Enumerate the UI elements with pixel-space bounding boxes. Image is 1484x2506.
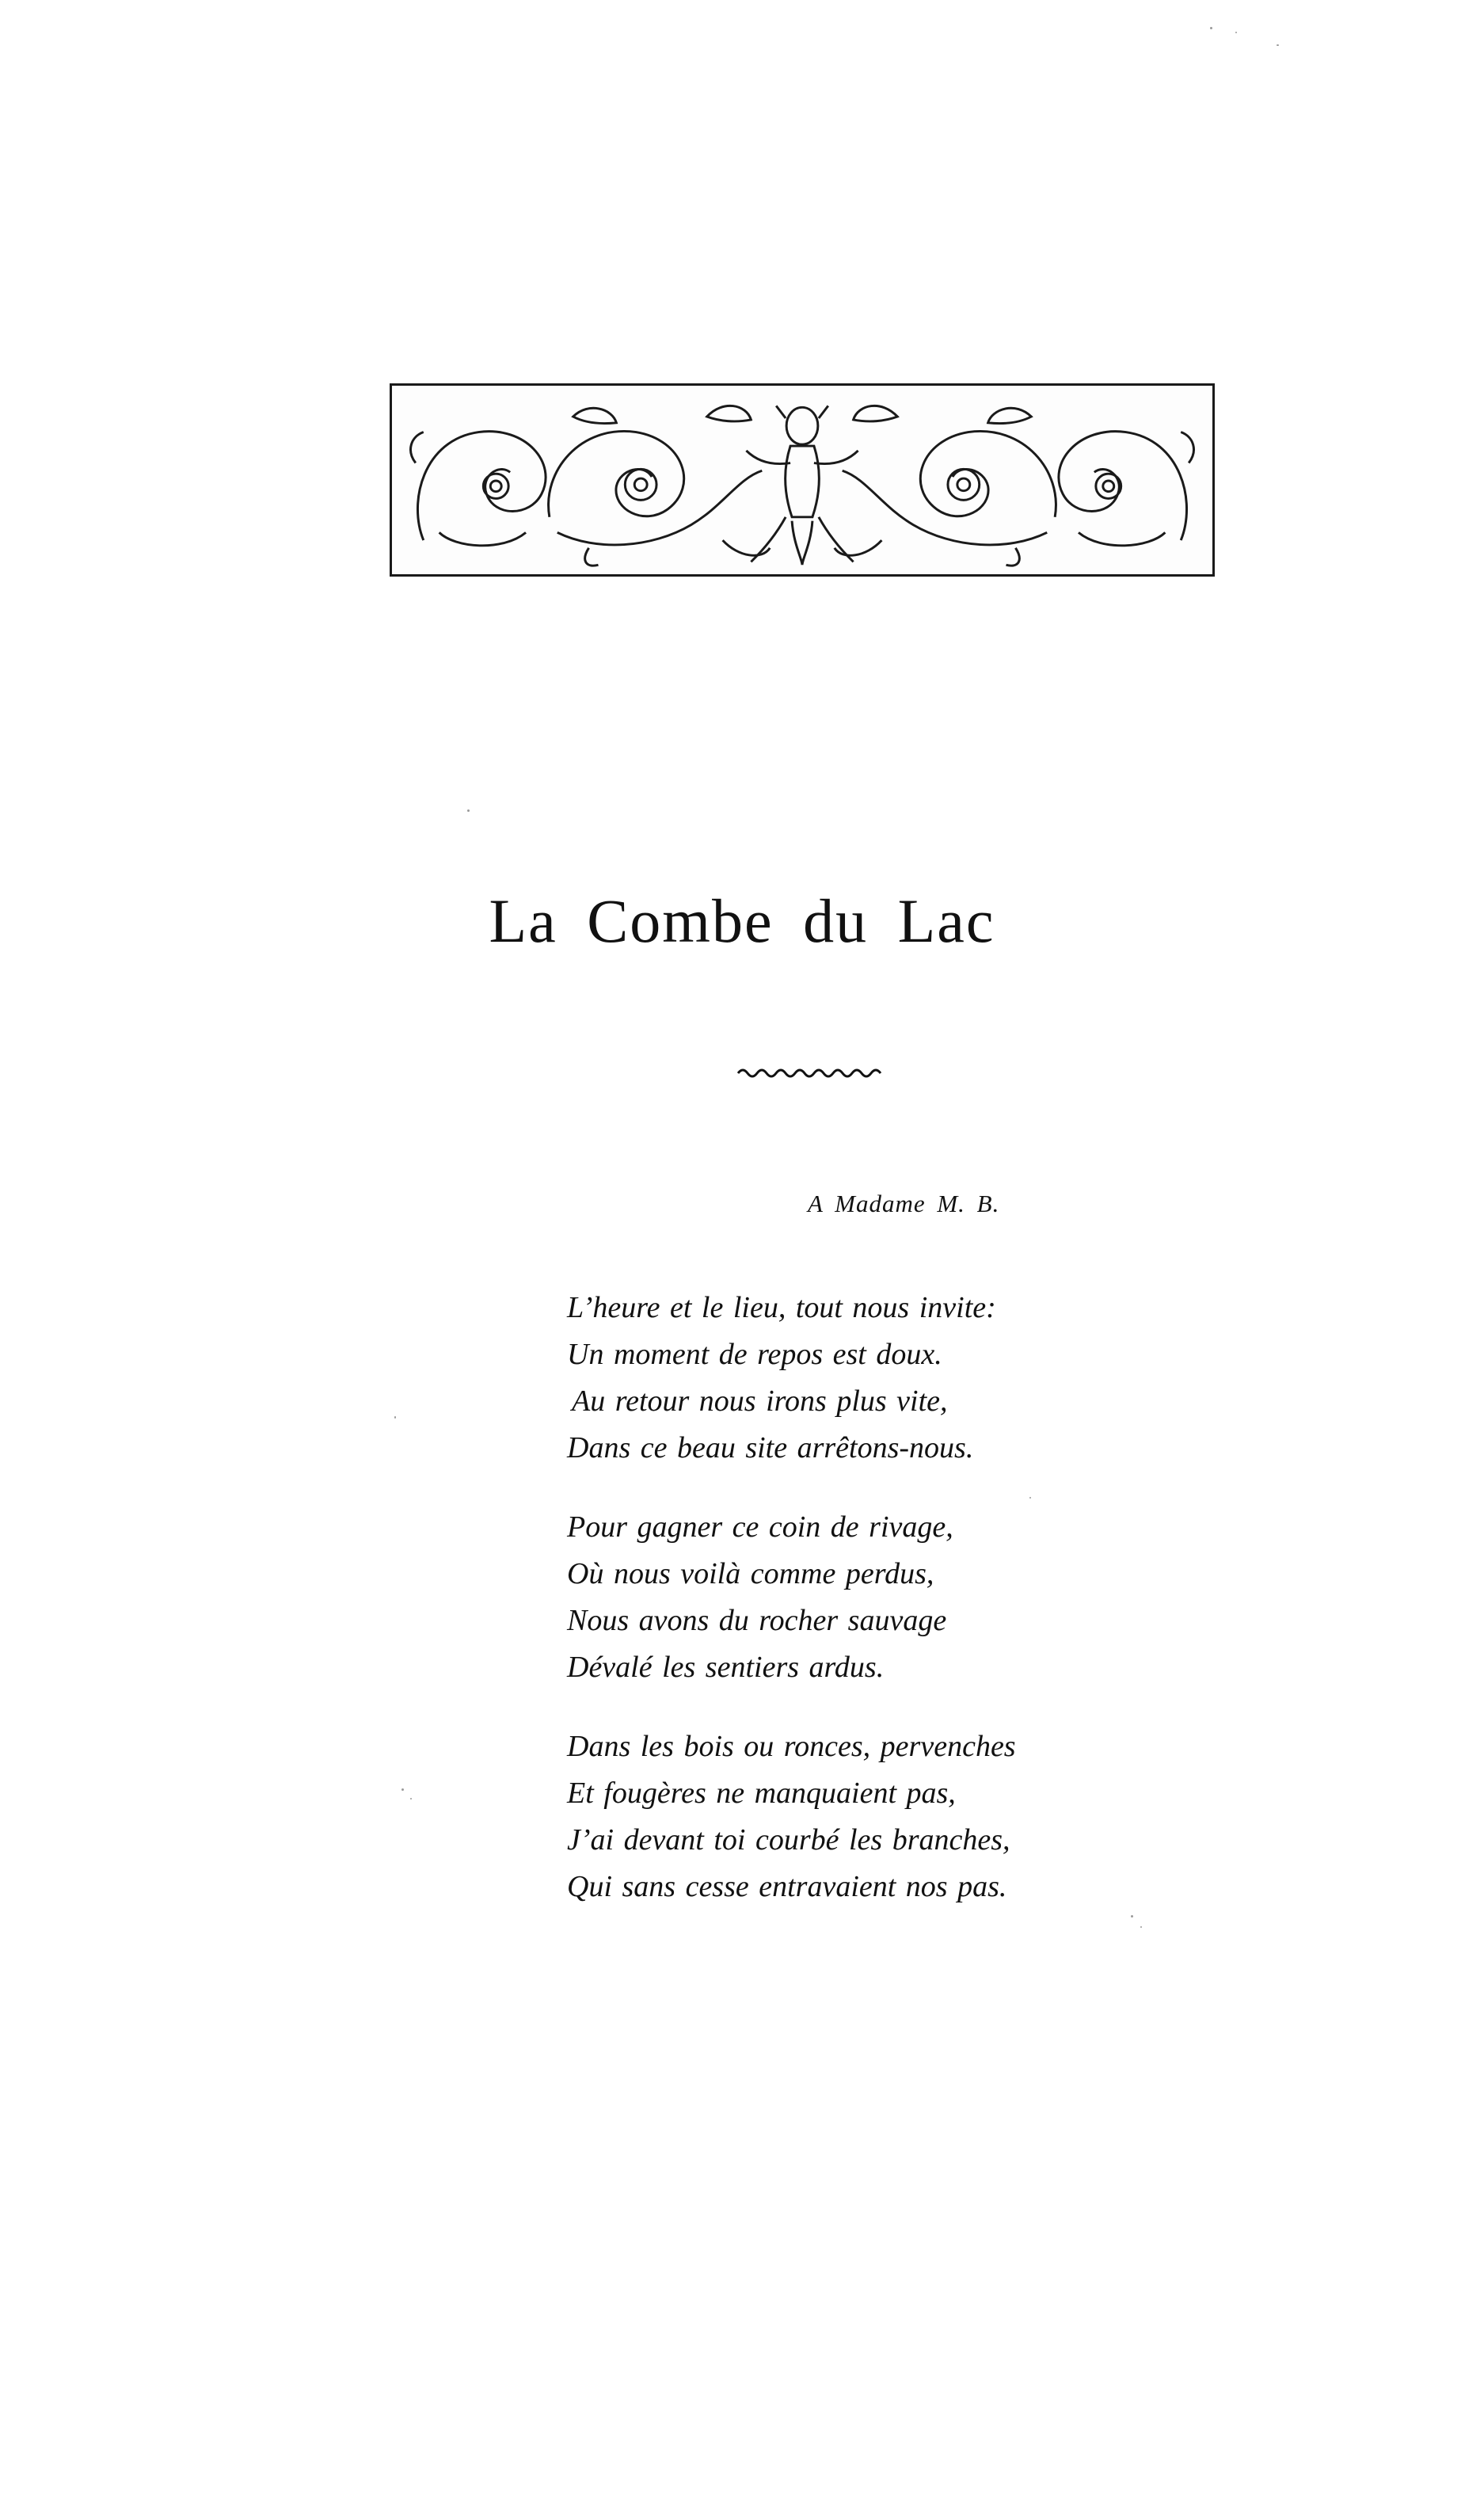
poem-line: Qui sans cesse entravaient nos pas. — [567, 1870, 1007, 1903]
stanza-1 — [567, 1285, 1121, 1472]
paper-speck — [1131, 1915, 1133, 1918]
stanza-2 — [567, 1504, 1121, 1691]
paper-speck — [401, 1788, 404, 1791]
stanza-3 — [567, 1723, 1121, 1910]
poem-line: Un moment de repos est doux. — [567, 1338, 942, 1371]
poem-line: J’ai devant toi courbé les branches, — [567, 1823, 1010, 1857]
poem-line: Et fougères ne manquaient pas, — [567, 1777, 956, 1810]
paper-speck — [1140, 1926, 1142, 1928]
paper-speck — [1277, 44, 1279, 46]
paper-speck — [410, 1798, 412, 1800]
poem-line: Dévalé les sentiers ardus. — [567, 1651, 885, 1684]
headpiece-ornament — [390, 383, 1215, 577]
poem-line: L’heure et le lieu, tout nous invite: — [567, 1291, 996, 1324]
dedication: A Madame M. B. — [808, 1190, 1000, 1217]
poem-body — [567, 1285, 1121, 1943]
paper-speck — [1235, 32, 1237, 33]
foliate-scroll-icon — [392, 386, 1212, 574]
poem-line: Dans les bois ou ronces, pervenches — [567, 1730, 1016, 1763]
wavy-rule-icon — [736, 1065, 882, 1081]
poem-line: Nous avons du rocher sauvage — [567, 1604, 947, 1637]
poem-line: Pour gagner ce coin de rivage, — [567, 1510, 953, 1544]
poem-title: La Combe du Lac — [489, 886, 995, 955]
paper-speck — [467, 809, 470, 812]
poem-line: Au retour nous irons plus vite, — [572, 1384, 948, 1418]
poem-line: Où nous voilà comme perdus, — [567, 1557, 934, 1590]
paper-speck — [1210, 27, 1212, 29]
paper-speck — [394, 1416, 396, 1419]
poem-line: Dans ce beau site arrêtons-nous. — [567, 1431, 974, 1464]
